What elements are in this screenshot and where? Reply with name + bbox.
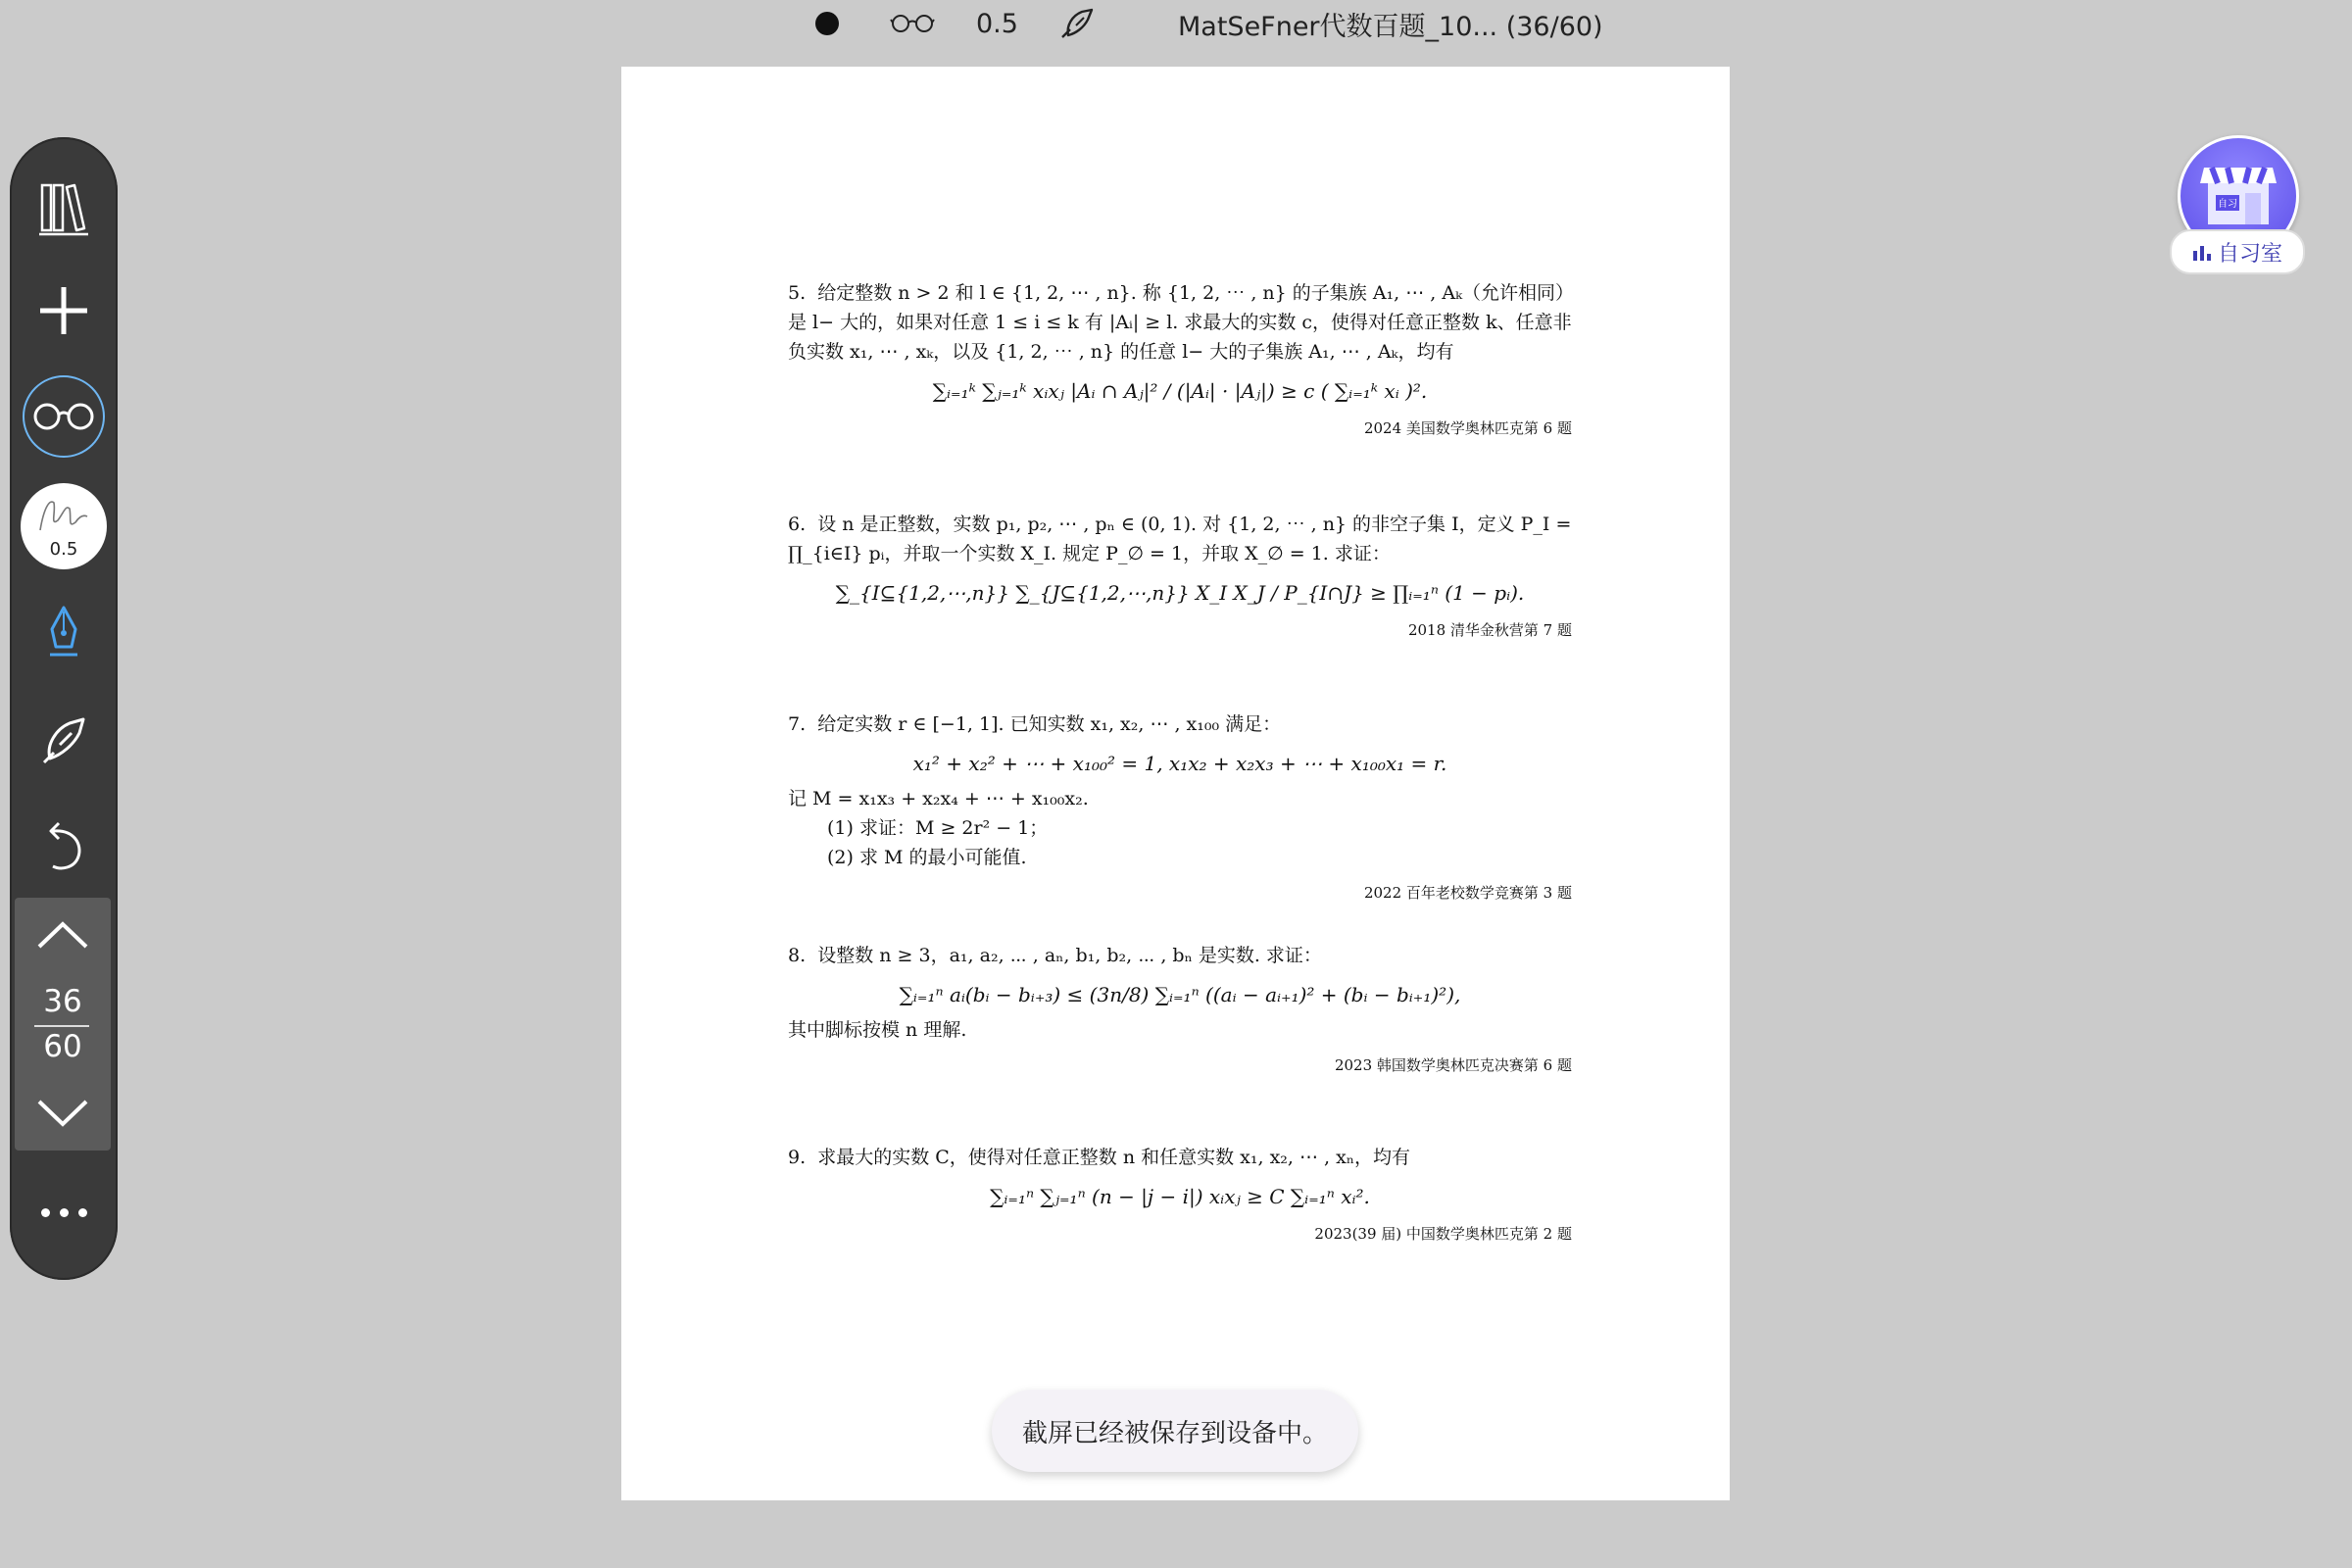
- total-page-count: 60: [43, 1029, 82, 1064]
- document-title: MatSeFner代数百题_10... (36/60): [1178, 11, 1603, 42]
- problem-5: [788, 278, 1572, 443]
- page-fraction-divider: [34, 1025, 89, 1027]
- reading-mode-ring: [23, 375, 105, 458]
- problem-source: 2023 韩国数学奥林匹克决赛第 6 题: [1334, 1056, 1572, 1074]
- color-dot-icon: [815, 12, 839, 35]
- study-room-text: 自习室: [2217, 241, 2282, 267]
- current-page-number[interactable]: 36: [43, 984, 82, 1019]
- undo-icon: [39, 819, 88, 874]
- more-options-button[interactable]: [10, 1188, 118, 1237]
- pen-size-value[interactable]: 0.5: [976, 8, 1018, 39]
- previous-page-button[interactable]: [15, 907, 111, 962]
- study-room-badge-text: 自习: [2218, 199, 2237, 210]
- problem-subquestion-2: (2) 求 M 的最小可能值.: [827, 847, 1027, 868]
- next-page-button[interactable]: [15, 1086, 111, 1141]
- problem-8: [788, 941, 1572, 1080]
- problem-source: 2024 美国数学奥林匹克第 6 题: [1363, 419, 1572, 437]
- more-dot-icon: [60, 1208, 69, 1217]
- hand-pen-icon: [36, 713, 91, 768]
- fountain-pen-icon: [44, 604, 83, 662]
- problem-9: [788, 1143, 1572, 1249]
- plus-icon: [37, 284, 90, 337]
- more-dot-icon: [41, 1208, 50, 1217]
- problem-equation: ∑ᵢ₌₁ᵏ ∑ⱼ₌₁ᵏ xᵢxⱼ |Aᵢ ∩ Aⱼ|² / (|Aᵢ| · |Aⱼ|) ≥ c ( ∑ᵢ₌₁ᵏ xᵢ )².: [932, 379, 1428, 403]
- signature-preview: [21, 483, 107, 569]
- problem-text: 设 n 是正整数，实数 p₁, p₂, ⋯ , pₙ ∈ (0, 1). 对 {1, 2, ⋯ , n} 的非空子集 I，定义 P_I = ∏_{i∈I} pᵢ，并取一个实数 X_I. 规定 P_∅ = 1，并取 X_∅ = 1. 求证：: [788, 514, 1572, 564]
- problem-number: 5.: [788, 282, 807, 304]
- problem-text-after: 其中脚标按模 n 理解.: [788, 1019, 967, 1041]
- glasses-icon: [31, 401, 96, 432]
- screenshot-saved-toast: 截屏已经被保存到设备中。: [992, 1390, 1358, 1472]
- problem-source: 2022 百年老校数学竞赛第 3 题: [1363, 884, 1572, 902]
- undo-button[interactable]: [10, 809, 118, 884]
- hand-pen-icon: [1058, 6, 1098, 41]
- problem-text-after: 记 M = x₁x₃ + x₂x₄ + ⋯ + x₁₀₀x₂.: [788, 788, 1089, 809]
- library-button[interactable]: [10, 174, 118, 243]
- more-dot-icon: [78, 1208, 87, 1217]
- signal-bars-icon: [2192, 243, 2212, 261]
- signature-scribble-icon: [21, 487, 107, 546]
- fountain-pen-button[interactable]: [10, 596, 118, 670]
- problem-equation: x₁² + x₂² + ⋯ + x₁₀₀² = 1, x₁x₂ + x₂x₃ + ⋯ + x₁₀₀x₁ = r.: [912, 752, 1447, 775]
- books-icon: [37, 179, 90, 238]
- document-page[interactable]: [621, 67, 1730, 1500]
- chevron-down-icon: [36, 1099, 89, 1128]
- problem-text: 设整数 n ≥ 3，a₁, a₂, ⋯ , aₙ, b₁, b₂, ⋯ , bₙ 是实数. 求证：: [817, 945, 1322, 966]
- problem-number: 9.: [788, 1147, 807, 1168]
- hand-tool-button[interactable]: [10, 704, 118, 778]
- chevron-up-icon: [36, 920, 89, 950]
- reading-mode-button[interactable]: [890, 6, 935, 41]
- signature-pen-button[interactable]: [10, 482, 118, 570]
- signature-pen-size: 0.5: [49, 539, 78, 560]
- study-room-label[interactable]: [2170, 229, 2305, 274]
- top-status-bar: [0, 0, 2352, 49]
- problem-number: 8.: [788, 945, 807, 966]
- problem-subquestion-1: (1) 求证：M ≥ 2r² − 1；: [827, 817, 1049, 839]
- problem-7: [788, 710, 1572, 907]
- problem-text: 求最大的实数 C，使得对任意正整数 n 和任意实数 x₁, x₂, ⋯ , xₙ，均有: [817, 1147, 1411, 1168]
- pen-tool-button[interactable]: [1058, 6, 1098, 41]
- problem-6: [788, 510, 1572, 645]
- add-button[interactable]: [10, 276, 118, 345]
- glasses-icon: [890, 13, 935, 34]
- problem-source: 2023(39 届) 中国数学奥林匹克第 2 题: [1314, 1225, 1572, 1243]
- problem-equation: ∑ᵢ₌₁ⁿ ∑ⱼ₌₁ⁿ (n − |j − i|) xᵢxⱼ ≥ C ∑ᵢ₌₁ⁿ xᵢ².: [990, 1185, 1370, 1208]
- problem-number: 6.: [788, 514, 807, 535]
- problem-equation: ∑ᵢ₌₁ⁿ aᵢ(bᵢ − bᵢ₊₃) ≤ (3n/8) ∑ᵢ₌₁ⁿ ((aᵢ − aᵢ₊₁)² + (bᵢ − bᵢ₊₁)²),: [899, 983, 1461, 1006]
- left-toolbar: [10, 137, 118, 1280]
- problem-number: 7.: [788, 713, 807, 735]
- problem-source: 2018 清华金秋营第 7 题: [1407, 621, 1572, 639]
- problem-equation: ∑_{I⊆{1,2,⋯,n}} ∑_{J⊆{1,2,⋯,n}} X_I X_J / P_{I∩J} ≥ ∏ᵢ₌₁ⁿ (1 − pᵢ).: [835, 581, 1525, 605]
- problem-text: 给定实数 r ∈ [−1, 1]. 已知实数 x₁, x₂, ⋯ , x₁₀₀ 满足：: [817, 713, 1282, 735]
- problem-text: 给定整数 n > 2 和 l ∈ {1, 2, ⋯ , n}. 称 {1, 2, ⋯ , n} 的子集族 A₁, ⋯ , Aₖ（允许相同）是 l− 大的，如果对任意 1 ≤ i ≤ k 有 |Aᵢ| ≥ l. 求最大的实数 c，使得对任意正整数 k、任意非负实数 x₁, ⋯ , xₖ，以及 {1, 2, ⋯ , n} 的任意 l− 大的子集族 A₁, ⋯ , Aₖ，均有: [788, 282, 1572, 363]
- pen-color-button[interactable]: [815, 6, 839, 41]
- study-room-widget[interactable]: [2170, 135, 2301, 278]
- page-navigator: [15, 898, 111, 1151]
- reading-mode-toggle[interactable]: [10, 379, 118, 454]
